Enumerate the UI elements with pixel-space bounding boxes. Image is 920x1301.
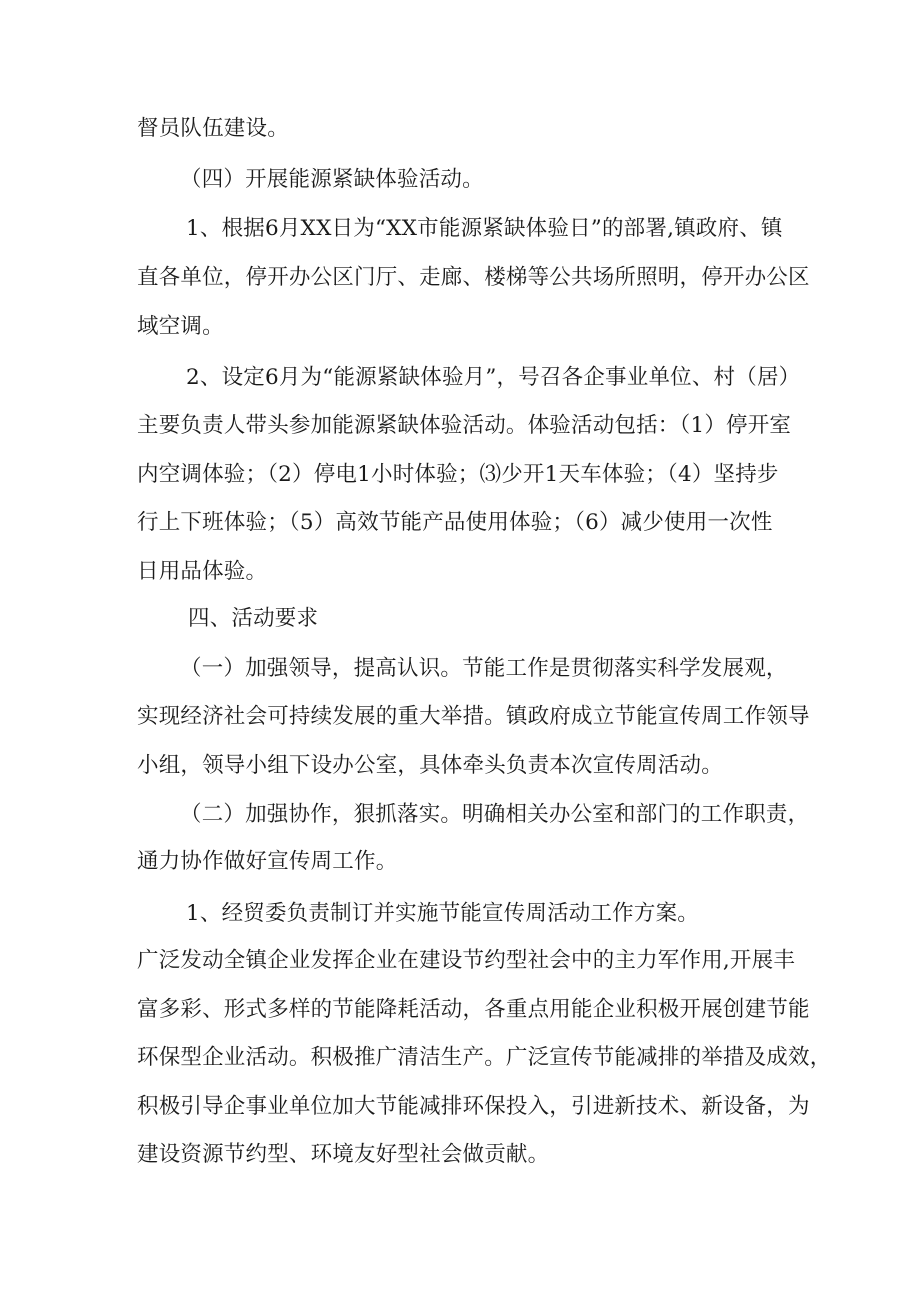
text-line: 通力协作做好宣传周工作。 <box>137 849 398 874</box>
text-line: 日用品体验。 <box>137 559 268 584</box>
text-line: 建设资源节约型、环境友好型社会做贡献。 <box>137 1142 550 1167</box>
text-line: （四）开展能源紧缺体验活动。 <box>180 167 484 192</box>
text-line: （一）加强领导，提高认识。节能工作是贯彻落实科学发展观， <box>180 656 788 681</box>
text-line: 主要负责人带头参加能源紧缺体验活动。体验活动包括：（1）停开室 <box>137 413 792 438</box>
text-line: 小组，领导小组下设办公室，具体牵头负责本次宣传周活动。 <box>137 753 723 778</box>
text-line: 富多彩、形式多样的节能降耗活动，各重点用能企业积极开展创建节能 <box>137 997 810 1022</box>
section-heading: 四、活动要求 <box>188 606 319 631</box>
text-line: 积极引导企事业单位加大节能减排环保投入，引进新技术、新设备，为 <box>137 1094 810 1119</box>
text-line: 督员队伍建设。 <box>137 116 289 141</box>
text-line: 域空调。 <box>137 314 224 339</box>
text-line: 2、设定6月为“能源紧缺体验月”，号召各企事业单位、村（居） <box>186 365 801 390</box>
text-line: 直各单位，停开办公区门厅、走廊、楼梯等公共场所照明，停开办公区 <box>137 265 810 290</box>
text-line: 1、经贸委负责制订并实施节能宣传周活动工作方案。 <box>186 901 699 926</box>
text-line: 广泛发动全镇企业发挥企业在建设节约型社会中的主力军作用,开展丰 <box>137 948 796 973</box>
text-line: 行上下班体验；（5）高效节能产品使用体验；（6）减少使用一次性 <box>137 510 773 535</box>
text-line: 内空调体验；（2）停电1小时体验；⑶少开1天车体验；（4）坚持步 <box>137 462 779 487</box>
text-line: （二）加强协作，狠抓落实。明确相关办公室和部门的工作职责， <box>180 802 810 827</box>
text-line: 1、根据6月XX日为“XX市能源紧缺体验日”的部署,镇政府、镇 <box>186 216 783 241</box>
text-line: 环保型企业活动。积极推广清洁生产。广泛宣传节能减排的举措及成效， <box>137 1045 832 1070</box>
text-line: 实现经济社会可持续发展的重大举措。镇政府成立节能宣传周工作领导 <box>137 704 810 729</box>
